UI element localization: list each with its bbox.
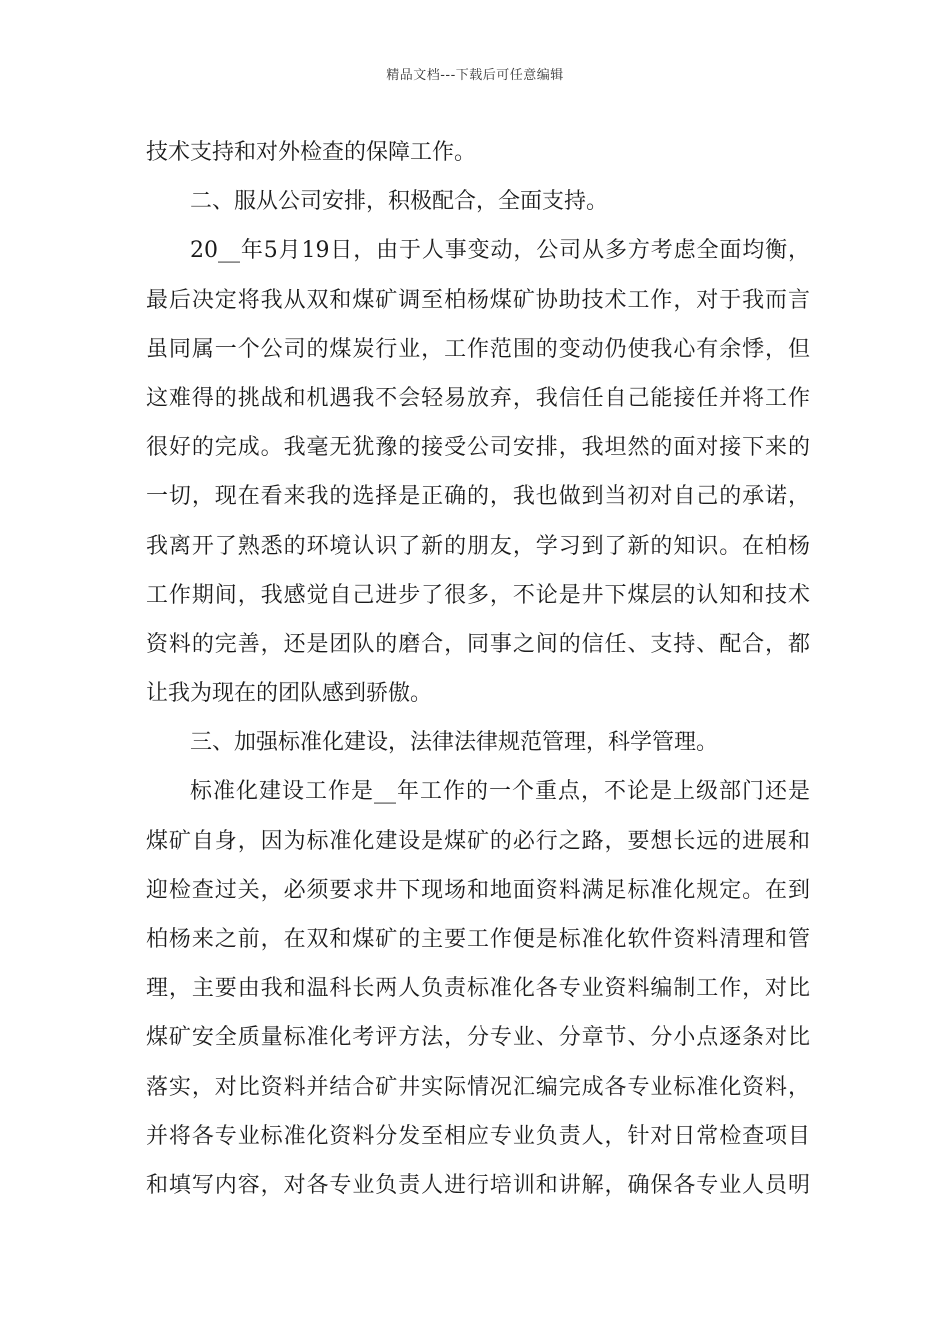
paragraph-line: 煤矿自身，因为标准化建设是煤矿的必行之路，要想长远的进展和 [146,828,810,854]
paragraph-line: 20__年5月19日，由于人事变动，公司从多方考虑全面均衡， [190,238,810,264]
paragraph-line: 最后决定将我从双和煤矿调至柏杨煤矿协助技术工作，对于我而言 [146,287,810,313]
text-line: 技术支持和对外检查的保障工作。 [146,140,477,165]
document-body [146,128,810,1210]
paragraph-line: 让我为现在的团队感到骄傲。 [146,681,433,707]
paragraph-line: 我离开了熟悉的环境认识了新的朋友，学习到了新的知识。在柏杨 [146,533,810,559]
paragraph-line: 虽同属一个公司的煤炭行业，工作范围的变动仍使我心有余悸，但 [146,336,810,362]
section-heading: 三、加强标准化建设，法律法律规范管理，科学管理。 [190,730,719,756]
paragraph-line: 一切，现在看来我的选择是正确的，我也做到当初对自己的承诺， [146,484,810,510]
paragraph-line: 和填写内容，对各专业负责人进行培训和讲解，确保各专业人员明 [146,1172,810,1198]
paragraph-line: 并将各专业标准化资料分发至相应专业负责人，针对日常检查项目 [146,1123,810,1149]
page-header: 精品文档---下载后可任意编辑 [386,68,564,83]
paragraph-line: 理，主要由我和温科长两人负责标准化各专业资料编制工作，对比 [146,976,810,1002]
paragraph-line: 柏杨来之前，在双和煤矿的主要工作便是标准化软件资料清理和管 [146,927,810,952]
paragraph-line: 很好的完成。我毫无犹豫的接受公司安排，我坦然的面对接下来的 [146,435,810,461]
section-heading: 二、服从公司安排，积极配合，全面支持。 [190,189,609,215]
paragraph-line: 标准化建设工作是__年工作的一个重点，不论是上级部门还是 [190,779,810,805]
paragraph-line: 工作期间，我感觉自己进步了很多，不论是井下煤层的认知和技术 [146,582,810,608]
paragraph-line: 资料的完善，还是团队的磨合，同事之间的信任、支持、配合，都 [146,631,810,657]
paragraph-line: 这难得的挑战和机遇我不会轻易放弃，我信任自己能接任并将工作 [146,385,810,411]
paragraph-line: 煤矿安全质量标准化考评方法，分专业、分章节、分小点逐条对比 [146,1025,810,1051]
paragraph-line: 迎检查过关，必须要求井下现场和地面资料满足标准化规定。在到 [146,877,810,903]
paragraph-line: 落实，对比资料并结合矿井实际情况汇编完成各专业标准化资料， [146,1074,810,1100]
